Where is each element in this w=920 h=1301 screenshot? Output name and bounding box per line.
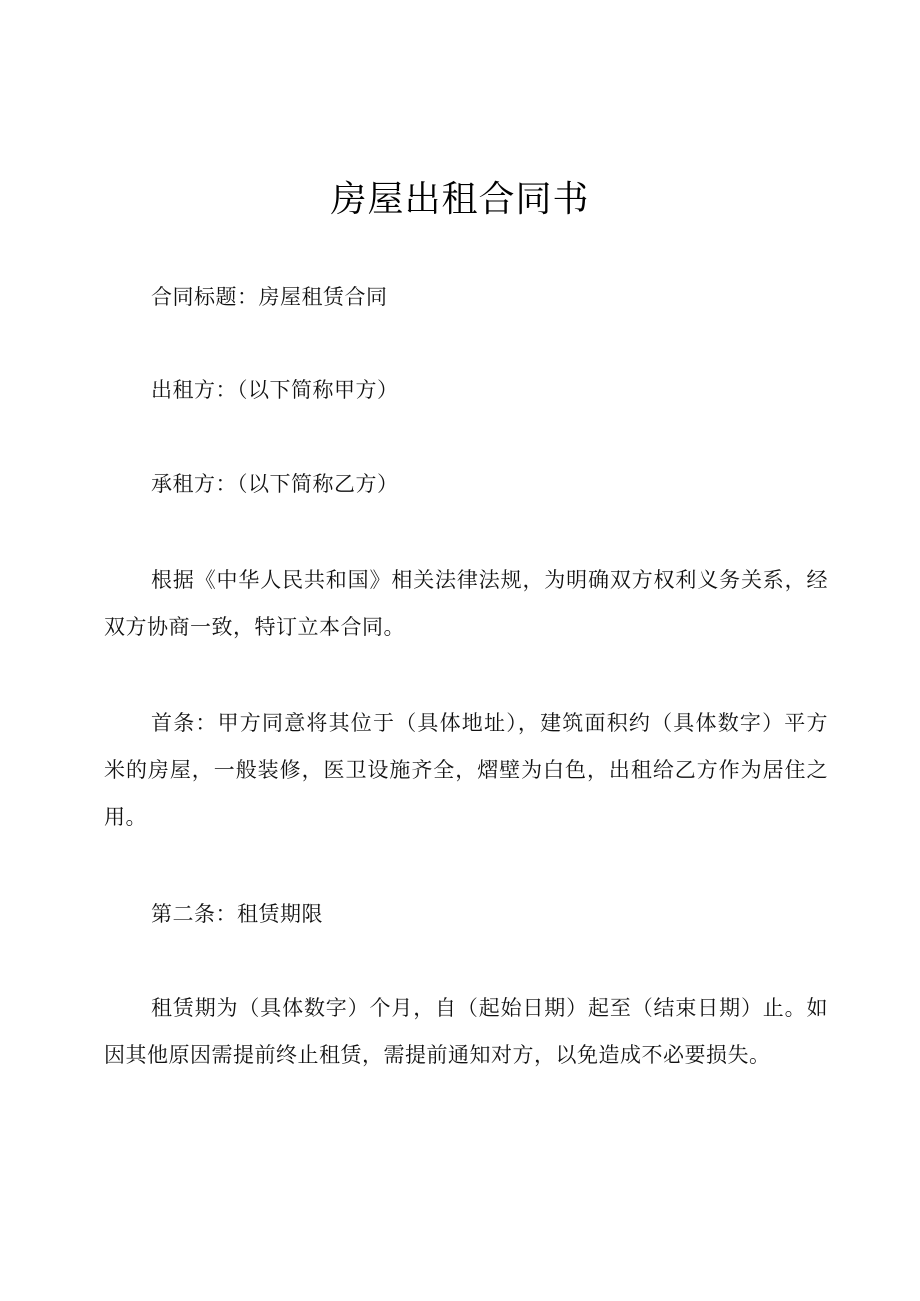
lessor-line: 出租方：（以下简称甲方） xyxy=(151,378,399,402)
lease-term-paragraph: 租赁期为（具体数字）个月，自（起始日期）起至（结束日期）止。如因其他原因需提前终止租赁，需提前通知对方，以免造成不必要损失。 xyxy=(104,996,828,1067)
lessee-line: 承租方：（以下简称乙方） xyxy=(151,472,399,496)
preamble-paragraph: 根据《中华人民共和国》相关法律法规，为明确双方权利义务关系，经双方协商一致，特订立本合同。 xyxy=(104,568,828,639)
article-two-heading: 第二条：租赁期限 xyxy=(151,902,323,926)
article-one-paragraph: 首条：甲方同意将其位于（具体地址），建筑面积约（具体数字）平方米的房屋，一般装修，医卫设施齐全，熠壁为白色，出租给乙方作为居住之用。 xyxy=(104,711,828,829)
document-title: 房屋出租合同书 xyxy=(330,179,590,220)
contract-title-line: 合同标题：房屋租赁合同 xyxy=(151,285,388,309)
